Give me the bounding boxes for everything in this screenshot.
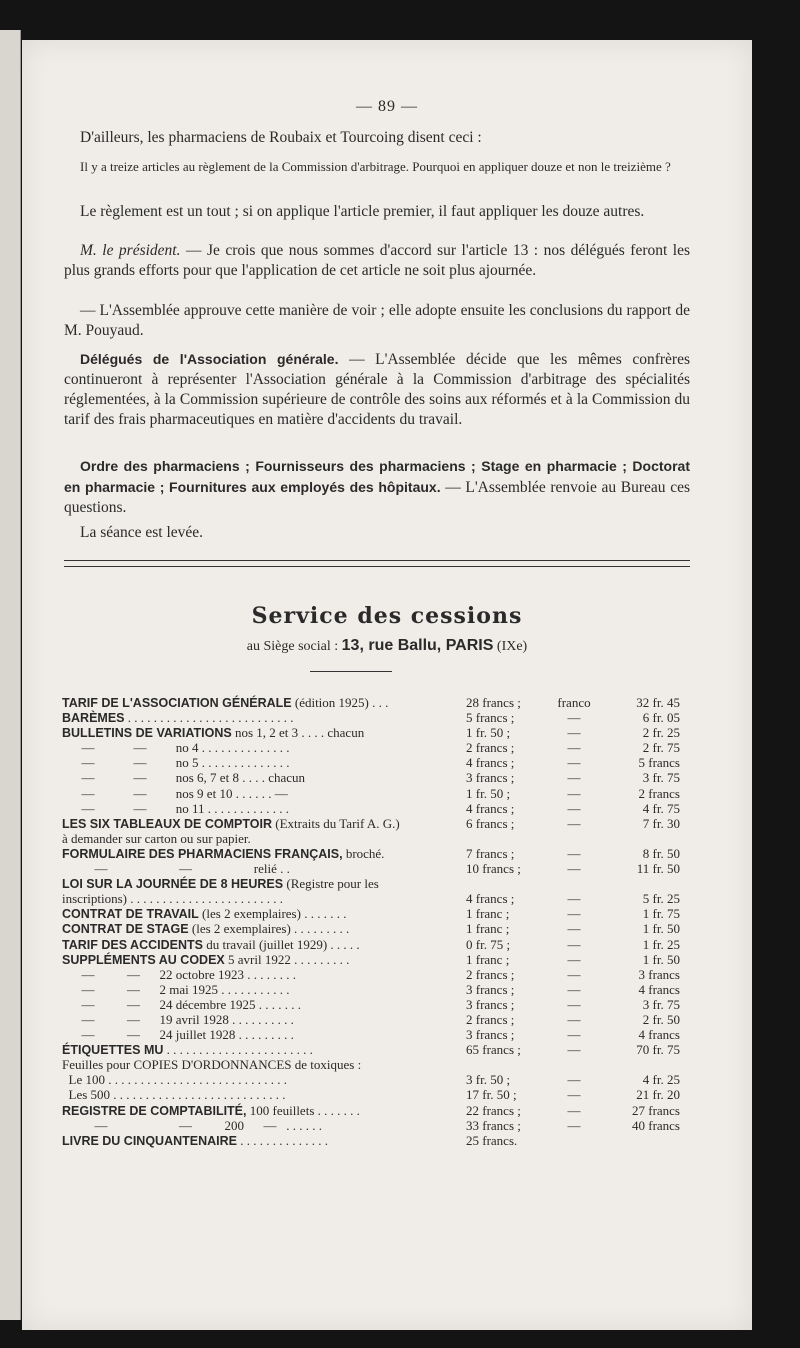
item-detail: — — 24 juillet 1928 . . . . . . . . . — [62, 1027, 294, 1043]
item-price: 1 franc ; — [466, 906, 510, 922]
item-label — [62, 1057, 462, 1072]
item-separator: — — [567, 800, 581, 816]
item-name: CONTRAT DE TRAVAIL — [62, 907, 199, 922]
item-separator: — — [567, 710, 581, 726]
item-franco-price: 2 fr. 25 — [642, 725, 680, 741]
item-franco-price: 2 fr. 50 — [642, 1011, 680, 1027]
item-detail: (Extraits du Tarif A. G.) — [271, 815, 400, 831]
item-price: 33 francs ; — [466, 1117, 521, 1133]
item-detail: du travail (juillet 1929) . . . . . — [202, 936, 360, 952]
price-row — [62, 1103, 682, 1118]
item-label — [62, 1042, 462, 1058]
item-label — [62, 891, 462, 906]
item-franco-price: 32 fr. 45 — [636, 695, 680, 710]
item-franco-price: 70 fr. 75 — [636, 1042, 680, 1058]
paragraph-president: M. le président. — Je crois que nous sommes d'accord sur l'article 13 : nos délégués feront les plus grands efforts pour que l'application de cet article ne soit plus ajournée. — [64, 242, 690, 279]
item-detail: inscriptions) . . . . . . . . . . . . . . . . . . . . . . . . — [62, 891, 283, 907]
price-row — [62, 695, 682, 710]
item-separator: — — [567, 1117, 581, 1133]
item-separator: — — [567, 785, 581, 801]
item-separator: — — [567, 951, 581, 967]
item-label — [62, 801, 462, 816]
item-label — [62, 770, 462, 785]
item-detail: — — 24 décembre 1925 . . . . . . . — [62, 996, 302, 1012]
item-detail: Les 500 . . . . . . . . . . . . . . . . . . . . . . . . . . . — [62, 1087, 286, 1103]
item-label — [62, 952, 462, 968]
item-price: 22 francs ; — [466, 1102, 521, 1118]
item-detail: — — 2 mai 1925 . . . . . . . . . . . — [62, 981, 290, 997]
item-price: 3 francs ; — [466, 981, 515, 997]
item-price: 2 francs ; — [466, 966, 515, 982]
item-separator: — — [567, 1072, 581, 1088]
item-price: 10 francs ; — [466, 861, 521, 877]
price-row — [62, 740, 682, 755]
heading-ordre: Ordre des pharmaciens ; Fournisseurs des pharmaciens ; Stage en pharmacie ; Doctorat en pharmacie ; Fournitures aux employés des hôpitaux. — [64, 458, 690, 495]
item-detail: (les 2 exemplaires) . . . . . . . . . — [188, 921, 350, 937]
paragraph-assembly: — L'Assemblée approuve cette manière de voir ; elle adopte ensuite les conclusions du rapport de M. Pouyaud. — [64, 302, 690, 339]
item-price: 4 francs ; — [466, 800, 515, 816]
item-franco-price: 3 francs — [638, 966, 680, 982]
price-row — [62, 982, 682, 997]
price-row — [62, 1012, 682, 1027]
item-detail: — — 200 — . . . . . . — [62, 1117, 322, 1133]
speaker-label: M. le président. — [80, 242, 181, 259]
item-franco-price: 2 fr. 75 — [642, 740, 680, 756]
item-franco-price: 6 fr. 05 — [642, 710, 680, 726]
item-price: 4 francs ; — [466, 891, 515, 907]
item-price: 28 francs ; — [466, 695, 521, 710]
price-row — [62, 725, 682, 740]
price-row — [62, 1133, 682, 1148]
item-detail: — — 19 avril 1928 . . . . . . . . . . — [62, 1011, 294, 1027]
item-separator: — — [567, 725, 581, 741]
item-price: 1 franc ; — [466, 951, 510, 967]
document-page — [22, 40, 752, 1330]
item-separator: — — [567, 1042, 581, 1058]
item-price: 17 fr. 50 ; — [466, 1087, 517, 1103]
item-franco-price: 1 fr. 75 — [642, 906, 680, 922]
price-row — [62, 755, 682, 770]
item-label — [62, 831, 462, 846]
item-separator: — — [567, 906, 581, 922]
divider-bottom — [64, 566, 690, 567]
item-label — [62, 997, 462, 1012]
item-franco-price: 4 francs — [638, 981, 680, 997]
closing-line: La séance est levée. — [80, 524, 204, 541]
item-label — [62, 861, 462, 876]
item-price: 3 francs ; — [466, 1027, 515, 1043]
item-franco-price: 4 francs — [638, 1027, 680, 1043]
item-name: ÉTIQUETTES MU — [62, 1043, 164, 1058]
price-row — [62, 1087, 682, 1102]
price-row — [62, 952, 682, 967]
item-label — [62, 876, 462, 892]
price-row — [62, 831, 682, 846]
item-franco-price: 5 fr. 25 — [642, 891, 680, 907]
title-rule — [310, 671, 392, 672]
adjacent-page-edge — [0, 30, 21, 1320]
item-label — [62, 1012, 462, 1027]
item-name: TARIF DES ACCIDENTS — [62, 937, 203, 952]
price-row — [62, 770, 682, 785]
item-label — [62, 982, 462, 997]
price-row — [62, 1027, 682, 1042]
item-name: LES SIX TABLEAUX DE COMPTOIR — [62, 816, 272, 831]
price-row — [62, 937, 682, 952]
price-row — [62, 846, 682, 861]
item-detail: (les 2 exemplaires) . . . . . . . — [198, 906, 347, 922]
item-name: BARÈMES — [62, 711, 125, 726]
item-price: 3 fr. 50 ; — [466, 1072, 511, 1088]
item-franco-price: 21 fr. 20 — [636, 1087, 680, 1103]
item-price: 65 francs ; — [466, 1042, 521, 1058]
address-line — [22, 637, 752, 655]
item-detail: . . . . . . . . . . . . . . . . . . . . . . . . . . — [124, 710, 294, 726]
item-separator: — — [567, 921, 581, 937]
price-row — [62, 997, 682, 1012]
item-label — [62, 1027, 462, 1042]
item-name: BULLETINS DE VARIATIONS — [62, 726, 232, 741]
item-detail: — — relié . . — [62, 861, 290, 877]
item-separator: — — [567, 996, 581, 1012]
item-label — [62, 906, 462, 922]
item-detail: à demander sur carton ou sur papier. — [62, 830, 251, 846]
price-row — [62, 816, 682, 831]
item-separator: — — [567, 845, 581, 861]
item-franco-price: 1 fr. 50 — [642, 921, 680, 937]
item-name: LIVRE DU CINQUANTENAIRE — [62, 1133, 238, 1148]
item-label — [62, 1133, 462, 1149]
item-franco-price: 4 fr. 25 — [642, 1072, 680, 1088]
item-franco-price: 7 fr. 30 — [642, 815, 680, 831]
item-detail: (Registre pour les — [283, 876, 379, 892]
item-franco-price: 40 francs — [631, 1117, 680, 1133]
address-suffix: (IXe) — [496, 639, 528, 654]
paragraph-ordre — [64, 456, 690, 518]
item-price: 3 francs ; — [466, 770, 515, 786]
item-franco-price: 27 francs — [631, 1102, 680, 1118]
item-separator: — — [567, 755, 581, 771]
item-franco-price: 3 fr. 75 — [642, 996, 680, 1012]
address-prefix: au Siège social : — [246, 639, 339, 654]
item-price: 4 francs ; — [466, 755, 515, 771]
item-name: FORMULAIRE DES PHARMACIENS FRANÇAIS, — [62, 846, 343, 861]
item-price: 1 fr. 50 ; — [466, 785, 511, 801]
item-detail: (édition 1925) . . . — [291, 695, 389, 710]
item-separator: — — [567, 1102, 581, 1118]
price-row — [62, 861, 682, 876]
item-franco-price: 5 francs — [638, 755, 680, 771]
item-detail: — — 22 octobre 1923 . . . . . . . . — [62, 966, 296, 982]
item-separator: — — [567, 981, 581, 997]
item-price: 2 francs ; — [466, 1011, 515, 1027]
price-row — [62, 1042, 682, 1057]
item-separator: — — [567, 815, 581, 831]
item-price: 3 francs ; — [466, 996, 515, 1012]
speaker-text: Je crois que nous sommes d'accord sur l'article 13 : nos délégués feront les plus grands efforts pour que l'application de cet article ne soit plus ajournée. — [64, 242, 690, 279]
item-separator: — — [567, 740, 581, 756]
price-row — [62, 906, 682, 921]
item-franco-price: 1 fr. 50 — [642, 951, 680, 967]
item-franco-price: 4 fr. 75 — [642, 800, 680, 816]
item-label — [62, 1118, 462, 1133]
item-separator: — — [567, 891, 581, 907]
price-row — [62, 1072, 682, 1087]
quote-paragraph: Il y a treize articles au règlement de la Commission d'arbitrage. Pourquoi en appliquer douze et non le treizième ? — [80, 159, 671, 174]
item-label — [62, 1072, 462, 1087]
price-row — [62, 801, 682, 816]
item-franco-price: 8 fr. 50 — [642, 845, 680, 861]
item-label — [62, 695, 462, 711]
item-price: 7 francs ; — [466, 845, 515, 861]
item-detail: — — no 4 . . . . . . . . . . . . . . — [62, 740, 290, 756]
item-price: 0 fr. 75 ; — [466, 936, 511, 952]
item-separator: — — [567, 1027, 581, 1043]
item-label — [62, 816, 462, 832]
item-detail: . . . . . . . . . . . . . . . . . . . . . . . — [163, 1042, 313, 1058]
item-name: SUPPLÉMENTS AU CODEX — [62, 952, 225, 967]
item-label — [62, 1103, 462, 1119]
paragraph-3: Le règlement est un tout ; si on applique l'article premier, il faut appliquer les douze autres. — [80, 203, 645, 220]
delegues-text: L'Assemblée décide que les mêmes confrères continueront à représenter l'Association générale à la Commission d'arbitrage des spécialités réglementées, à la Commission supérieure de contrôle des soins aux réformés et à la Commission du tarif des frais pharmaceutiques en matière d'accidents du travail. — [64, 351, 690, 428]
item-separator: — — [567, 936, 581, 952]
item-detail: 5 avril 1922 . . . . . . . . . — [224, 951, 350, 967]
price-row — [62, 921, 682, 936]
item-franco-price: 3 fr. 75 — [642, 770, 680, 786]
item-label — [62, 921, 462, 937]
item-price: 6 francs ; — [466, 815, 515, 831]
price-row — [62, 710, 682, 725]
item-separator: — — [567, 861, 581, 877]
address-main: 13, rue Ballu, PARIS — [341, 637, 494, 654]
paragraph-1: D'ailleurs, les pharmaciens de Roubaix et Tourcoing disent ceci : — [80, 129, 482, 146]
item-separator: — — [567, 770, 581, 786]
item-separator: — — [567, 966, 581, 982]
item-price: 2 francs ; — [466, 740, 515, 756]
item-price: 5 francs ; — [466, 710, 515, 726]
price-row — [62, 1057, 682, 1072]
item-label — [62, 937, 462, 953]
heading-delegues: Délégués de l'Association générale. — [80, 351, 339, 367]
item-detail: — — no 5 . . . . . . . . . . . . . . — [62, 755, 290, 771]
item-price: 25 francs. — [466, 1132, 518, 1148]
paragraph-delegues: Délégués de l'Association générale. — L'Assemblée décide que les mêmes confrères continueront à représenter l'Association générale à la Commission d'arbitrage des spécialités réglementées, à la Commission supérieure de contrôle des soins aux réformés et à la Commission du tarif des frais pharmaceutiques en matière d'accidents du travail. — [64, 351, 690, 428]
price-row — [62, 967, 682, 982]
item-name: CONTRAT DE STAGE — [62, 922, 189, 937]
item-franco-price: 1 fr. 25 — [642, 936, 680, 952]
item-label — [62, 1087, 462, 1102]
item-detail: broché. — [342, 845, 385, 861]
item-label — [62, 725, 462, 741]
price-row — [62, 891, 682, 906]
price-row — [62, 786, 682, 801]
item-price: 1 fr. 50 ; — [466, 725, 511, 741]
item-franco-price: 2 francs — [638, 785, 680, 801]
item-detail: . . . . . . . . . . . . . . — [237, 1132, 329, 1148]
price-row — [62, 876, 682, 891]
item-detail: — — nos 6, 7 et 8 . . . . chacun — [62, 770, 306, 786]
item-detail: Le 100 . . . . . . . . . . . . . . . . . . . . . . . . . . . . — [62, 1072, 287, 1088]
item-label — [62, 967, 462, 982]
item-name: TARIF DE L'ASSOCIATION GÉNÉRALE — [62, 696, 292, 710]
item-detail: Feuilles pour COPIES D'ORDONNANCES de toxiques : — [62, 1057, 362, 1073]
item-label — [62, 786, 462, 801]
price-list — [62, 695, 682, 1148]
price-row — [62, 1118, 682, 1133]
section-title: Service des cessions — [251, 603, 523, 629]
item-label — [62, 846, 462, 862]
item-label — [62, 740, 462, 755]
item-detail: 100 feuillets . . . . . . . — [246, 1102, 360, 1118]
page-number: — 89 — — [356, 98, 418, 115]
item-detail: nos 1, 2 et 3 . . . . chacun — [231, 725, 365, 741]
item-detail: — — no 11 . . . . . . . . . . . . . — [62, 800, 290, 816]
ordre-text: — L'Assemblée renvoie au Bureau ces questions. — [64, 479, 690, 516]
item-label — [62, 755, 462, 770]
item-detail: — — nos 9 et 10 . . . . . . — — [62, 785, 288, 801]
item-separator: franco — [557, 695, 591, 710]
item-name: LOI SUR LA JOURNÉE DE 8 HEURES — [62, 877, 284, 892]
item-separator: — — [567, 1087, 581, 1103]
item-name: REGISTRE DE COMPTABILITÉ, — [62, 1103, 247, 1118]
item-separator: — — [567, 1011, 581, 1027]
item-price: 1 franc ; — [466, 921, 510, 937]
item-franco-price: 11 fr. 50 — [636, 861, 680, 877]
item-label — [62, 710, 462, 726]
divider-top — [64, 560, 690, 561]
